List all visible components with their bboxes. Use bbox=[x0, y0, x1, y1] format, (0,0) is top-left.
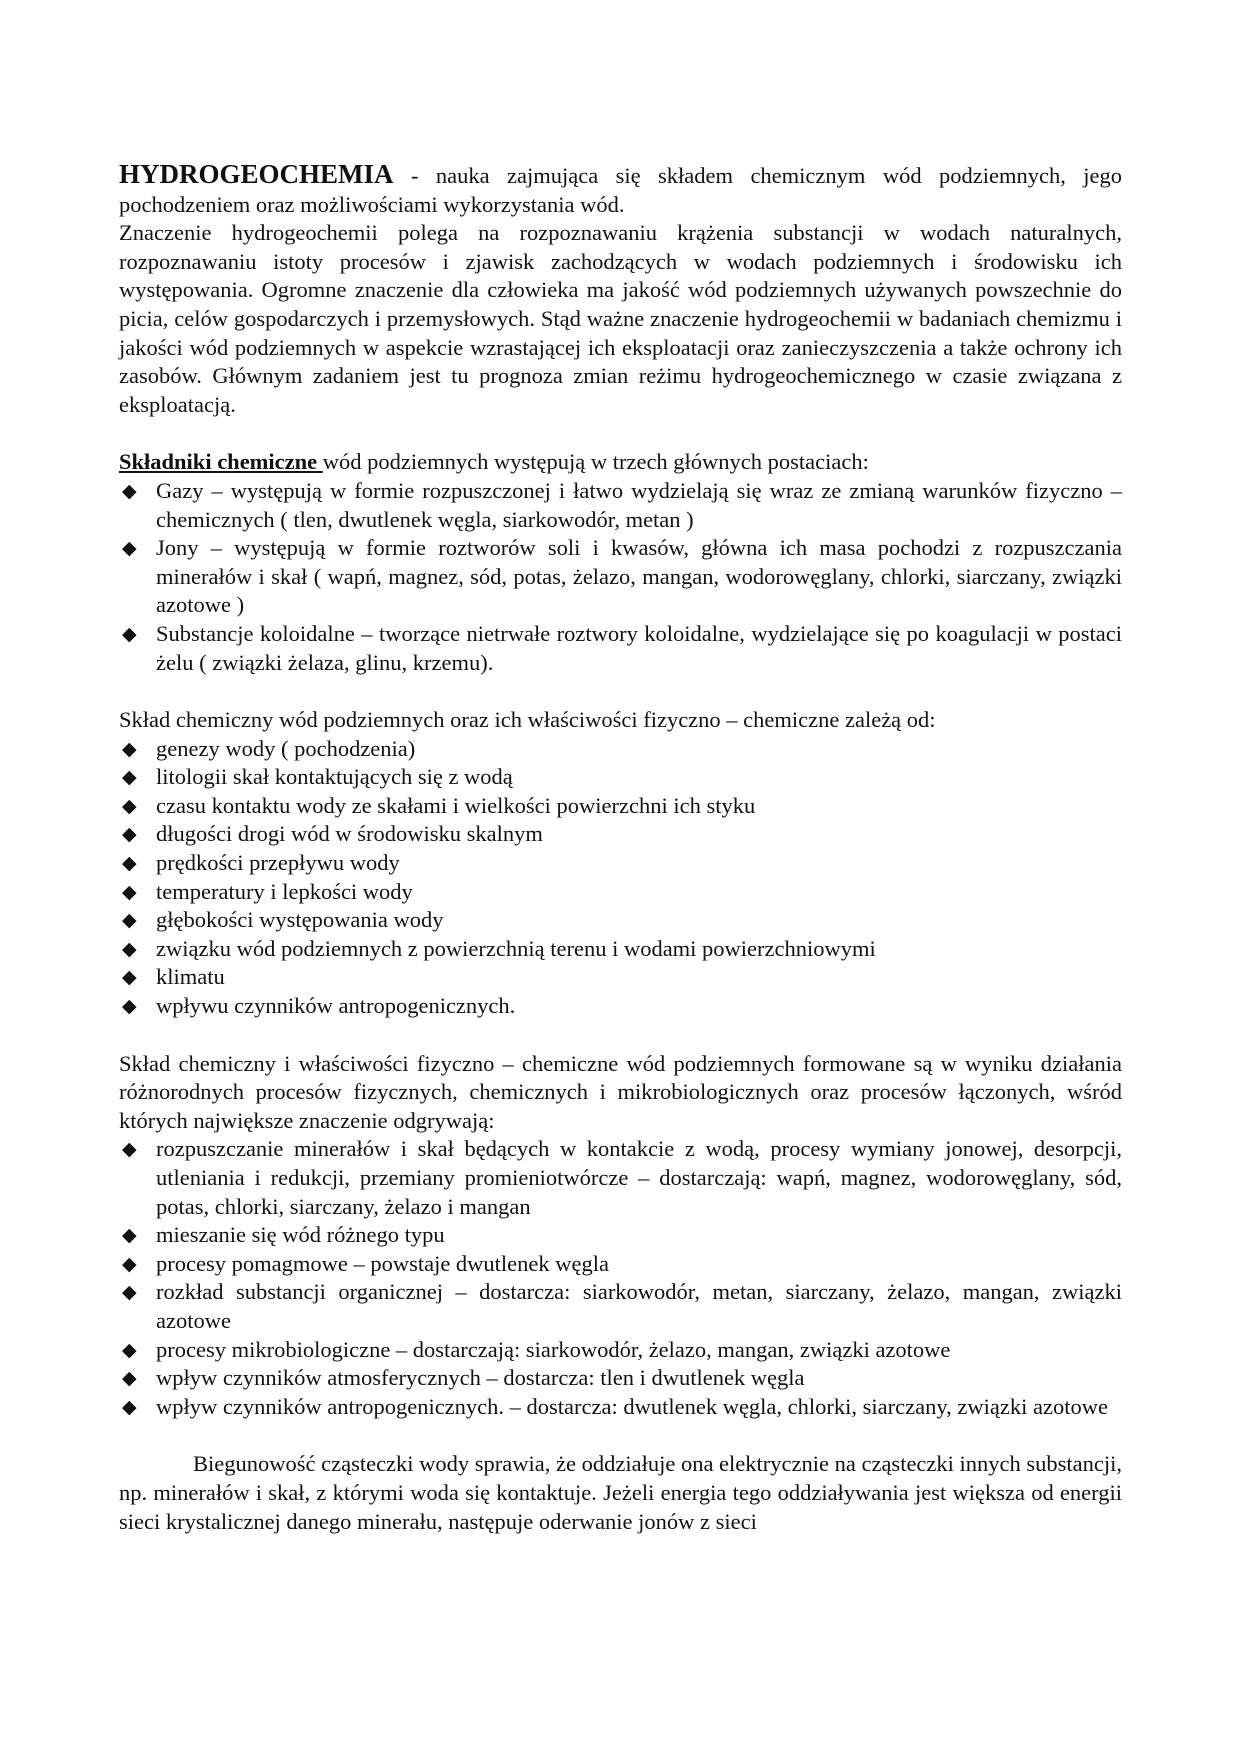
diamond-bullet-icon: ◆ bbox=[122, 1138, 137, 1161]
diamond-bullet-icon: ◆ bbox=[122, 852, 137, 875]
definition-text: - nauka zajmująca się składem chemicznym wód podziemnych, jego pochodzeniem oraz możliwościami wykorzystania wód. bbox=[119, 163, 1122, 217]
list-item bbox=[119, 534, 1122, 620]
list-item bbox=[119, 792, 1122, 821]
list-item bbox=[119, 1278, 1122, 1335]
document-page bbox=[119, 160, 1122, 1536]
diamond-bullet-icon: ◆ bbox=[122, 823, 137, 846]
list-item-text: długości drogi wód w środowisku skalnym bbox=[156, 821, 543, 847]
diamond-bullet-icon: ◆ bbox=[122, 794, 137, 817]
title-term: HYDROGEOCHEMIA bbox=[119, 159, 394, 189]
list-item-text: Gazy – występują w formie rozpuszczonej i łatwo wydzielają się wraz ze zmianą warunków fizyczno – chemicznych ( tlen, dwutlenek węgla, siarkowodór, metan ) bbox=[156, 477, 1122, 532]
components-lead-text: wód podziemnych występują w trzech głównych postaciach: bbox=[322, 449, 869, 475]
list-item bbox=[119, 620, 1122, 677]
components-lead bbox=[119, 448, 1122, 477]
list-item bbox=[119, 735, 1122, 764]
list-item-text: głębokości występowania wody bbox=[156, 907, 444, 933]
significance-paragraph: Znaczenie hydrogeochemii polega na rozpoznawaniu krążenia substancji w wodach naturalnych, rozpoznawaniu istoty procesów i zjawisk zachodzących w wodach podziemnych i środowisku ich występowania. Ogromne znaczenie dla człowieka ma jakość wód podziemnych używanych powszechnie do picia, celów gospodarczych i przemysłowych. Stąd ważne znaczenie hydrogeochemii w badaniach chemizmu i jakości wód podziemnych w aspekcie wzrastającej ich eksploatacji oraz zanieczyszczenia a także ochrony ich zasobów. Głównym zadaniem jest tu prognoza zmian reżimu hydrogeochemicznego w czasie związana z eksploatacją. bbox=[119, 220, 1122, 417]
diamond-bullet-icon: ◆ bbox=[122, 966, 137, 989]
list-item bbox=[119, 1364, 1122, 1393]
diamond-bullet-icon: ◆ bbox=[122, 1395, 137, 1418]
list-item bbox=[119, 1393, 1122, 1422]
list-item bbox=[119, 878, 1122, 907]
processes-list bbox=[119, 1135, 1122, 1421]
list-item bbox=[119, 849, 1122, 878]
diamond-bullet-icon: ◆ bbox=[122, 479, 137, 502]
list-item-text: procesy pomagmowe – powstaje dwutlenek węgla bbox=[156, 1250, 609, 1276]
list-item-text: mieszanie się wód różnego typu bbox=[156, 1222, 445, 1248]
diamond-bullet-icon: ◆ bbox=[122, 995, 137, 1018]
list-item-text: wpływu czynników antropogenicznych. bbox=[156, 993, 516, 1019]
diamond-bullet-icon: ◆ bbox=[122, 1252, 137, 1275]
components-term: Składniki chemiczne bbox=[119, 449, 323, 475]
list-item bbox=[119, 935, 1122, 964]
list-item bbox=[119, 1336, 1122, 1365]
list-item-text: genezy wody ( pochodzenia) bbox=[156, 735, 416, 761]
diamond-bullet-icon: ◆ bbox=[122, 537, 137, 560]
list-item-text: prędkości przepływu wody bbox=[156, 850, 400, 876]
diamond-bullet-icon: ◆ bbox=[122, 909, 137, 932]
list-item-text: wpływ czynników antropogenicznych. – dostarcza: dwutlenek węgla, chlorki, siarczany, związki azotowe bbox=[156, 1393, 1108, 1419]
list-item bbox=[119, 963, 1122, 992]
list-item bbox=[119, 763, 1122, 792]
diamond-bullet-icon: ◆ bbox=[122, 1367, 137, 1390]
processes-lead: Skład chemiczny i właściwości fizyczno – chemiczne wód podziemnych formowane są w wyniku działania różnorodnych procesów fizycznych, chemicznych i mikrobiologicznych oraz procesów łączonych, wśród których największe znaczenie odgrywają: bbox=[119, 1050, 1122, 1133]
paragraph-gap bbox=[119, 1021, 1122, 1050]
diamond-bullet-icon: ◆ bbox=[122, 1224, 137, 1247]
diamond-bullet-icon: ◆ bbox=[122, 1338, 137, 1361]
list-item-text: klimatu bbox=[156, 964, 225, 990]
list-item bbox=[119, 1135, 1122, 1221]
polarity-paragraph: Biegunowość cząsteczki wody sprawia, że oddziałuje ona elektrycznie na cząsteczki innych substancji, np. minerałów i skał, z którymi woda się kontaktuje. Jeżeli energia tego oddziaływania jest większa od energii sieci krystalicznej danego minerału, następuje oderwanie jonów z sieci bbox=[119, 1451, 1123, 1534]
list-item bbox=[119, 992, 1122, 1021]
list-item-text: litologii skał kontaktujących się z wodą bbox=[156, 764, 513, 790]
list-item-text: rozpuszczanie minerałów i skał będących w kontakcie z wodą, procesy wymiany jonowej, desorpcji, utleniania i redukcji, przemiany promieniotwórcze – dostarczają: wapń, magnez, wodorowęglany, sód, potas, chlorki, siarczany, żelazo i mangan bbox=[156, 1136, 1122, 1219]
factors-list bbox=[119, 735, 1122, 1021]
diamond-bullet-icon: ◆ bbox=[122, 622, 137, 645]
paragraph-gap bbox=[119, 1421, 1122, 1450]
list-item bbox=[119, 477, 1122, 534]
diamond-bullet-icon: ◆ bbox=[122, 1281, 137, 1304]
paragraph-gap bbox=[119, 419, 1122, 448]
list-item bbox=[119, 906, 1122, 935]
paragraph-gap bbox=[119, 677, 1122, 706]
list-item-text: Jony – występują w formie roztworów soli i kwasów, główna ich masa pochodzi z rozpuszczania minerałów i skał ( wapń, magnez, sód, potas, żelazo, mangan, wodorowęglany, chlorki, siarczany, związki azotowe ) bbox=[156, 535, 1122, 618]
diamond-bullet-icon: ◆ bbox=[122, 880, 137, 903]
list-item-text: Substancje koloidalne – tworzące nietrwałe roztwory koloidalne, wydzielające się po koagulacji w postaci żelu ( związki żelaza, glinu, krzemu). bbox=[156, 620, 1122, 675]
list-item-text: rozkład substancji organicznej – dostarcza: siarkowodór, metan, siarczany, żelazo, mangan, związki azotowe bbox=[156, 1279, 1122, 1333]
list-item bbox=[119, 820, 1122, 849]
factors-lead: Skład chemiczny wód podziemnych oraz ich właściwości fizyczno – chemiczne zależą od: bbox=[119, 707, 936, 733]
diamond-bullet-icon: ◆ bbox=[122, 737, 137, 760]
diamond-bullet-icon: ◆ bbox=[122, 766, 137, 789]
components-list bbox=[119, 477, 1122, 677]
list-item-text: związku wód podziemnych z powierzchnią terenu i wodami powierzchniowymi bbox=[156, 935, 876, 961]
list-item-text: temperatury i lepkości wody bbox=[156, 878, 413, 904]
list-item bbox=[119, 1221, 1122, 1250]
list-item-text: procesy mikrobiologiczne – dostarczają: siarkowodór, żelazo, mangan, związki azotowe bbox=[156, 1336, 951, 1362]
list-item bbox=[119, 1250, 1122, 1279]
diamond-bullet-icon: ◆ bbox=[122, 937, 137, 960]
list-item-text: wpływ czynników atmosferycznych – dostarcza: tlen i dwutlenek węgla bbox=[156, 1365, 805, 1391]
intro-definition bbox=[119, 160, 1122, 219]
list-item-text: czasu kontaktu wody ze skałami i wielkości powierzchni ich styku bbox=[156, 792, 756, 818]
